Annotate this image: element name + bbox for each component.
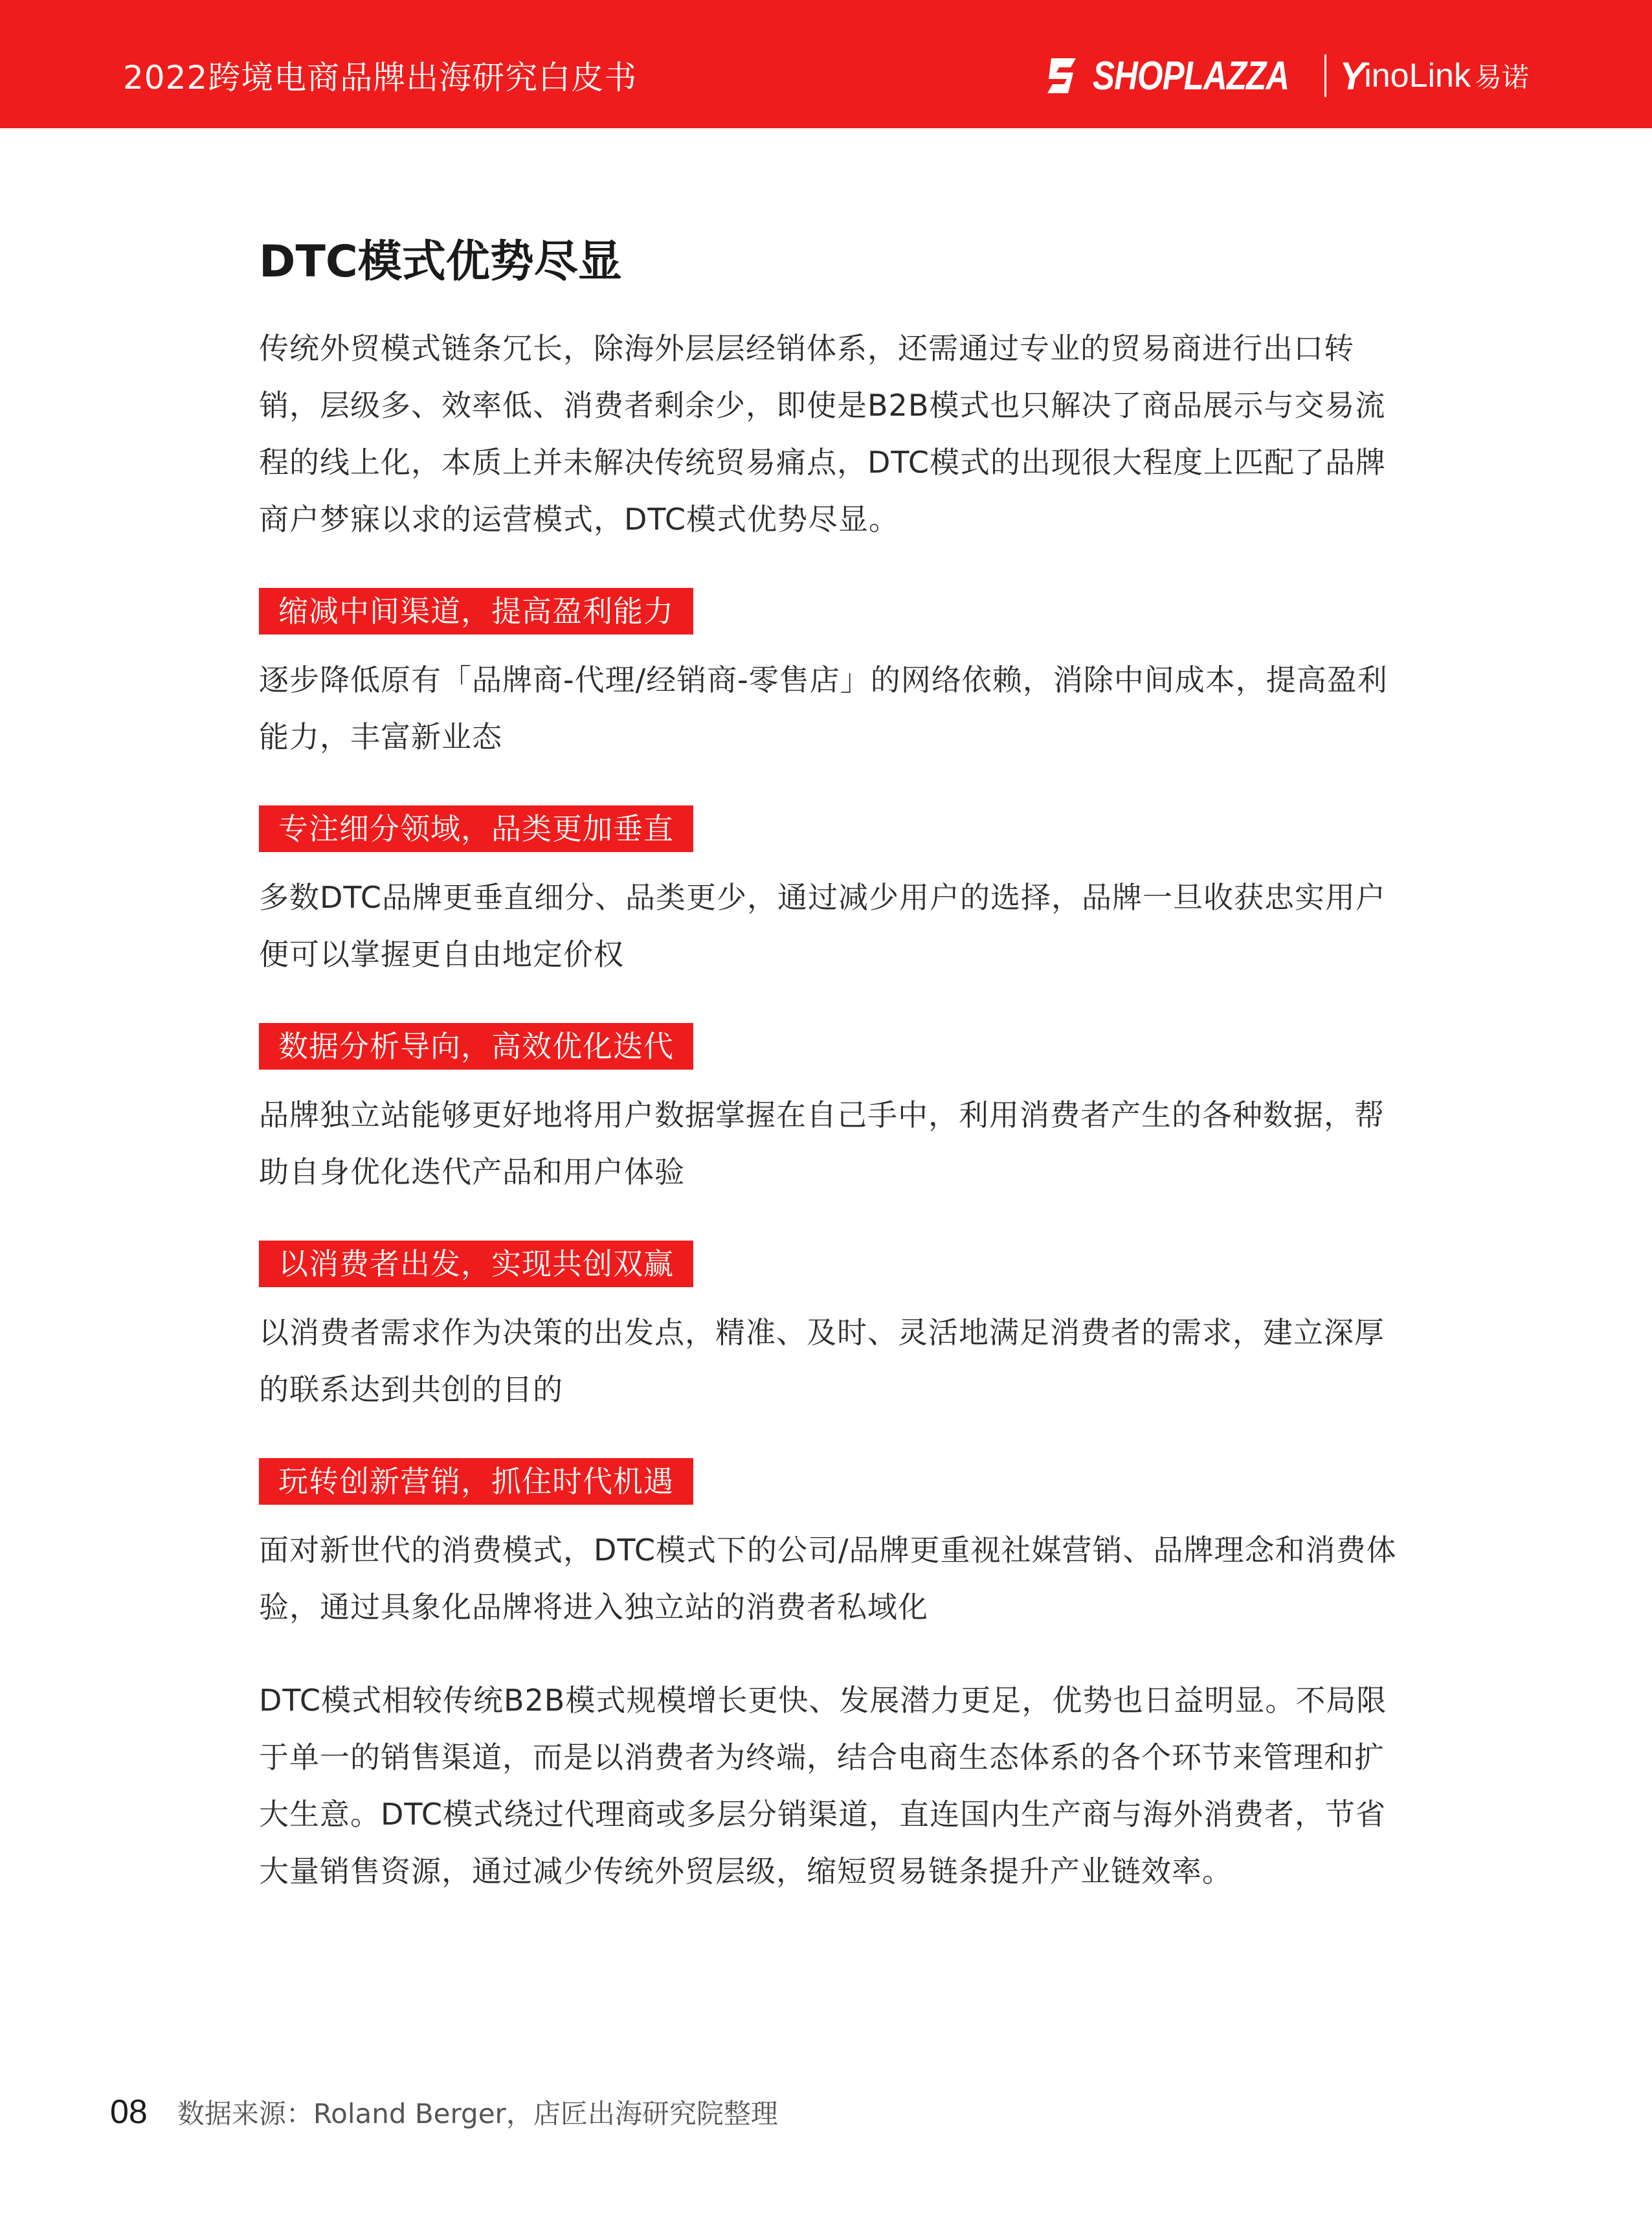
advantage-tag: 玩转创新营销，抓住时代机遇 <box>259 1458 693 1505</box>
advantage-text: 品牌独立站能够更好地将用户数据掌握在自己手中，利用消费者产生的各种数据，帮助自身优化迭代产品和用户体验 <box>259 1097 1385 1189</box>
advantage-item <box>259 983 1398 1200</box>
advantage-item <box>259 765 1398 983</box>
page-number: 08 <box>110 2093 148 2131</box>
yinolink-logo-chinese: 易诺 <box>1474 62 1529 93</box>
logo-divider <box>1324 54 1326 97</box>
partner-logos <box>1045 47 1529 105</box>
data-source-note: 数据来源：Roland Berger，店匠出海研究院整理 <box>177 2098 778 2130</box>
page-header <box>0 0 1652 128</box>
advantage-item <box>259 548 1398 765</box>
advantage-tag: 以消费者出发，实现共创双赢 <box>259 1241 693 1287</box>
advantage-tag: 缩减中间渠道，提高盈利能力 <box>259 588 693 635</box>
yinolink-logo-mark: Y <box>1339 54 1366 98</box>
advantage-text: 逐步降低原有「品牌商-代理/经销商-零售店」的网络依赖，消除中间成本，提高盈利能力，丰富新业态 <box>259 662 1388 754</box>
conclusion-paragraph: DTC模式相较传统B2B模式规模增长更快、发展潜力更足，优势也日益明显。不局限于单一的销售渠道，而是以消费者为终端，结合电商生态体系的各个环节来管理和扩大生意。DTC模式绕过代理商或多层分销渠道，直连国内生产商与海外消费者，节省大量销售资源，通过减少传统外贸层级，缩短贸易链条提升产业链效率。 <box>259 1683 1387 1889</box>
advantage-item <box>259 1200 1398 1418</box>
shoplazza-logo-icon <box>1045 56 1082 96</box>
advantage-text: 面对新世代的消费模式，DTC模式下的公司/品牌更重视社媒营销、品牌理念和消费体验，通过具象化品牌将进入独立站的消费者私域化 <box>259 1533 1397 1625</box>
section-title: DTC模式优势尽显 <box>259 236 622 287</box>
main-content <box>259 227 1398 1900</box>
report-title: 2022跨境电商品牌出海研究白皮书 <box>123 59 638 96</box>
intro-paragraph: 传统外贸模式链条冗长，除海外层层经销体系，还需通过专业的贸易商进行出口转销，层级多、效率低、消费者剩余少，即使是B2B模式也只解决了商品展示与交易流程的线上化，本质上并未解决传统贸易痛点，DTC模式的出现很大程度上匹配了品牌商户梦寐以求的运营模式，DTC模式优势尽显。 <box>259 331 1386 537</box>
advantage-item <box>259 1418 1398 1636</box>
page-footer <box>110 2093 778 2131</box>
advantage-text: 多数DTC品牌更垂直细分、品类更少，通过减少用户的选择，品牌一旦收获忠实用户便可以掌握更自由地定价权 <box>259 880 1386 972</box>
yinolink-logo-text: inoLink <box>1364 57 1471 95</box>
advantage-tag: 专注细分领域，品类更加垂直 <box>259 805 693 852</box>
shoplazza-logo-text: SHOPLAZZA <box>1093 53 1289 98</box>
advantage-text: 以消费者需求作为决策的出发点，精准、及时、灵活地满足消费者的需求，建立深厚的联系达到共创的目的 <box>259 1315 1385 1407</box>
advantage-tag: 数据分析导向，高效优化迭代 <box>259 1023 693 1070</box>
